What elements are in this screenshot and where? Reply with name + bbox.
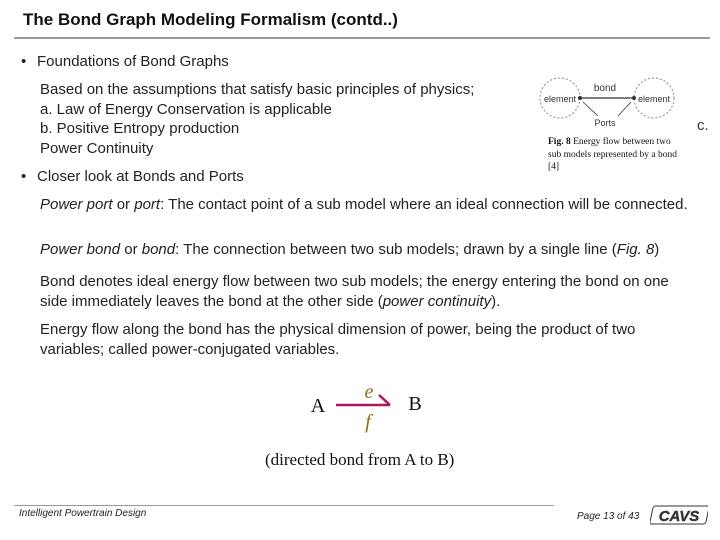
slide-title: The Bond Graph Modeling Formalism (contd..) (23, 10, 398, 29)
bond-half-arrow (379, 395, 390, 405)
paragraph-text: : The contact point of a sub model where an ideal connection will be connected. (160, 196, 688, 213)
left-element-label: element (543, 94, 577, 104)
diagram-caption: (directed bond from A to B) (265, 450, 455, 469)
bullet-foundations-text: Foundations of Bond Graphs (37, 53, 229, 70)
figure-reference: Fig. 8 (616, 241, 655, 258)
figure-caption (548, 136, 678, 174)
bond-label: bond (593, 83, 617, 94)
footer-page-number: Page 13 of 43 (577, 511, 640, 522)
paragraph-text: or (120, 241, 142, 258)
paragraph-text: : The connection between two sub models; drawn by a single line ( (175, 241, 617, 258)
paragraph-text: or (112, 196, 135, 213)
term-power-bond: Power bond (40, 241, 121, 258)
term-bond: bond (141, 241, 176, 258)
term-port: port (134, 196, 161, 213)
intro-line-3: b. Positive Entropy production (40, 120, 240, 137)
bond-figure (536, 74, 696, 134)
bullet-foundations (21, 53, 229, 70)
bullet-closer-look (21, 168, 244, 185)
left-port-dot (578, 96, 582, 100)
flow-variable: f (365, 411, 371, 433)
paragraph-text: ) (654, 241, 660, 258)
logo-text: CAVS (658, 508, 700, 525)
paragraph-text: Energy flow along the bond has the physical dimension of power, being the product of two variables; called power-conjugated variables. (40, 321, 636, 358)
figure-caption-text: Energy flow between two sub models represented by a bond [4] (548, 137, 678, 172)
right-port-dot (632, 96, 636, 100)
effort-variable: e (364, 381, 374, 403)
right-port-pointer (618, 102, 631, 116)
bullet-marker: • (21, 53, 27, 70)
paragraph-power-dimension (40, 320, 700, 360)
node-b: B (408, 393, 422, 415)
right-element-label: element (637, 94, 671, 104)
footer-course-title: Intelligent Powertrain Design (19, 508, 147, 519)
stray-list-marker: c. (697, 117, 709, 134)
paragraph-energy-flow (40, 272, 700, 312)
bullet-closer-look-text: Closer look at Bonds and Ports (37, 168, 244, 185)
term-power-continuity: power continuity (382, 293, 492, 310)
directed-bond-diagram (300, 378, 440, 438)
paragraph-power-bond (40, 240, 700, 260)
intro-line-4: Power Continuity (40, 139, 154, 157)
footer-divider (14, 505, 554, 506)
paragraph-text: Bond denotes ideal energy flow between two sub models; the energy entering the bond on one side immediately leaves the bond at the other side ( (40, 273, 669, 310)
term-power-port: Power port (40, 196, 113, 213)
figure-caption-number: Fig. 8 (548, 137, 571, 147)
bullet-marker: • (21, 168, 27, 185)
cavs-logo (650, 503, 708, 527)
paragraph-text: ). (491, 293, 501, 310)
paragraph-power-port (40, 195, 700, 215)
ports-label: Ports (594, 118, 616, 128)
intro-line-1: Based on the assumptions that satisfy basic principles of physics; (40, 81, 475, 98)
left-port-pointer (583, 102, 598, 116)
node-a: A (310, 395, 326, 417)
intro-line-2: a. Law of Energy Conservation is applicable (40, 100, 332, 118)
title-underline (14, 37, 710, 39)
